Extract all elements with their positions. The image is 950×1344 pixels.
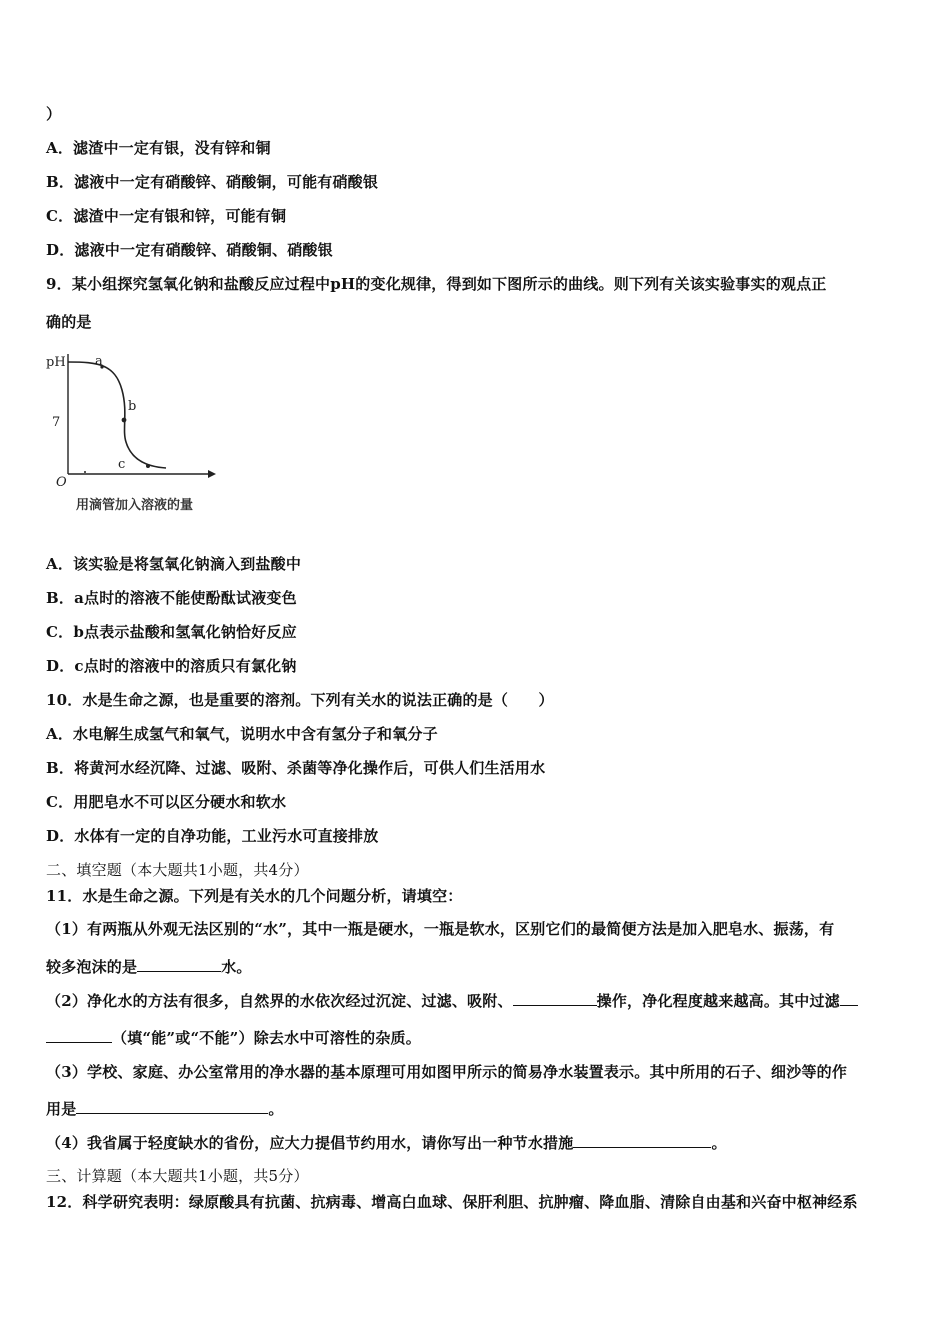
q11-part1-line1: （1）有两瓶从外观无法区别的“水”，其中一瓶是硬水，一瓶是软水，区别它们的最简便方法是加入肥皂水、振荡，有 <box>46 920 835 938</box>
x-axis-caption: 用滴管加入溶液的量 <box>76 498 194 513</box>
q11-part2-text-b: 操作，净化程度越来越高。其中过滤 <box>596 992 840 1010</box>
q11-stem: 11．水是生命之源。下列是有关水的几个问题分析，请填空： <box>46 887 463 905</box>
close-paren: ） <box>46 105 62 123</box>
point-a-label: a <box>95 354 103 369</box>
q9-option-b: B．a点时的溶液不能使酚酞试液变色 <box>46 589 297 607</box>
section2-heading: 二、填空题（本大题共1小题，共4分） <box>46 861 309 879</box>
q11-part2-line2 <box>46 1027 421 1048</box>
q10-option-d: D．水体有一定的自净功能，工业污水可直接排放 <box>46 827 379 845</box>
q9-option-c: C．b点表示盐酸和氢氧化钠恰好反应 <box>46 623 297 641</box>
q9-stem-line2: 确的是 <box>46 313 92 331</box>
q11-part4-text-b: 。 <box>711 1134 727 1152</box>
q11-part2-blank2-start[interactable] <box>840 990 858 1006</box>
x-axis-mark <box>84 471 86 473</box>
q11-part4 <box>46 1132 727 1153</box>
q11-part2-blank1[interactable] <box>513 990 597 1006</box>
q8-option-d: D．滤液中一定有硝酸锌、硝酸铜、硝酸银 <box>46 241 333 259</box>
ph-curve-line <box>68 362 166 468</box>
q10-option-a: A．水电解生成氢气和氧气，说明水中含有氢分子和氧分子 <box>46 725 438 743</box>
q8-option-b: B．滤液中一定有硝酸锌、硝酸铜，可能有硝酸银 <box>46 173 379 191</box>
q9-stem-line1: 9．某小组探究氢氧化钠和盐酸反应过程中pH的变化规律，得到如下图所示的曲线。则下列有关该实验事实的观点正 <box>46 275 827 293</box>
q10-option-c: C．用肥皂水不可以区分硬水和软水 <box>46 793 287 811</box>
q11-part3-text-a: 用是 <box>46 1100 77 1118</box>
tick-7-label: 7 <box>52 415 61 430</box>
q10-option-b: B．将黄河水经沉降、过滤、吸附、杀菌等净化操作后，可供人们生活用水 <box>46 759 546 777</box>
q9-option-a: A．该实验是将氢氧化钠滴入到盐酸中 <box>46 555 302 573</box>
q11-part3-line2 <box>46 1098 284 1119</box>
q9-option-d: D．c点时的溶液中的溶质只有氯化钠 <box>46 657 297 675</box>
q10-stem: 10．水是生命之源，也是重要的溶剂。下列有关水的说法正确的是（ ） <box>46 691 554 709</box>
q11-part3-line1: （3）学校、家庭、办公室常用的净水器的基本原理可用如图甲所示的简易净水装置表示。其中所用的石子、细沙等的作 <box>46 1063 848 1081</box>
q8-option-a: A．滤渣中一定有银，没有锌和铜 <box>46 139 271 157</box>
q8-option-c: C．滤渣中一定有银和锌，可能有铜 <box>46 207 287 225</box>
point-b-label: b <box>128 399 137 414</box>
section3-heading: 三、计算题（本大题共1小题，共5分） <box>46 1167 309 1185</box>
point-c-dot <box>146 464 150 468</box>
q11-part2-blank2-end[interactable] <box>46 1027 112 1043</box>
ph-curve-figure <box>40 342 220 517</box>
y-axis-label: pH <box>46 355 66 370</box>
q11-part4-blank[interactable] <box>573 1132 711 1148</box>
q11-part3-text-b: 。 <box>268 1100 284 1118</box>
q11-part2-line1 <box>46 990 858 1011</box>
q11-part1-line2 <box>46 956 252 977</box>
point-b-dot <box>122 418 127 423</box>
q11-part2-text-c: （填“能”或“不能”）除去水中可溶性的杂质。 <box>112 1029 421 1047</box>
q11-part1-text-b: 水。 <box>221 958 252 976</box>
q12-stem: 12．科学研究表明：绿原酸具有抗菌、抗病毒、增高白血球、保肝利胆、抗肿瘤、降血脂、清除自由基和兴奋中枢神经系 <box>46 1193 858 1211</box>
q11-part3-blank[interactable] <box>76 1098 268 1114</box>
x-axis-arrow <box>208 470 216 478</box>
q11-part4-text-a: （4）我省属于轻度缺水的省份，应大力提倡节约用水，请你写出一种节水措施 <box>46 1134 574 1152</box>
q11-part1-text-a: 较多泡沫的是 <box>46 958 138 976</box>
q11-part2-text-a: （2）净化水的方法有很多，自然界的水依次经过沉淀、过滤、吸附、 <box>46 992 513 1010</box>
q11-part1-blank[interactable] <box>137 956 221 972</box>
point-c-label: c <box>118 457 126 472</box>
origin-label: O <box>56 475 67 490</box>
